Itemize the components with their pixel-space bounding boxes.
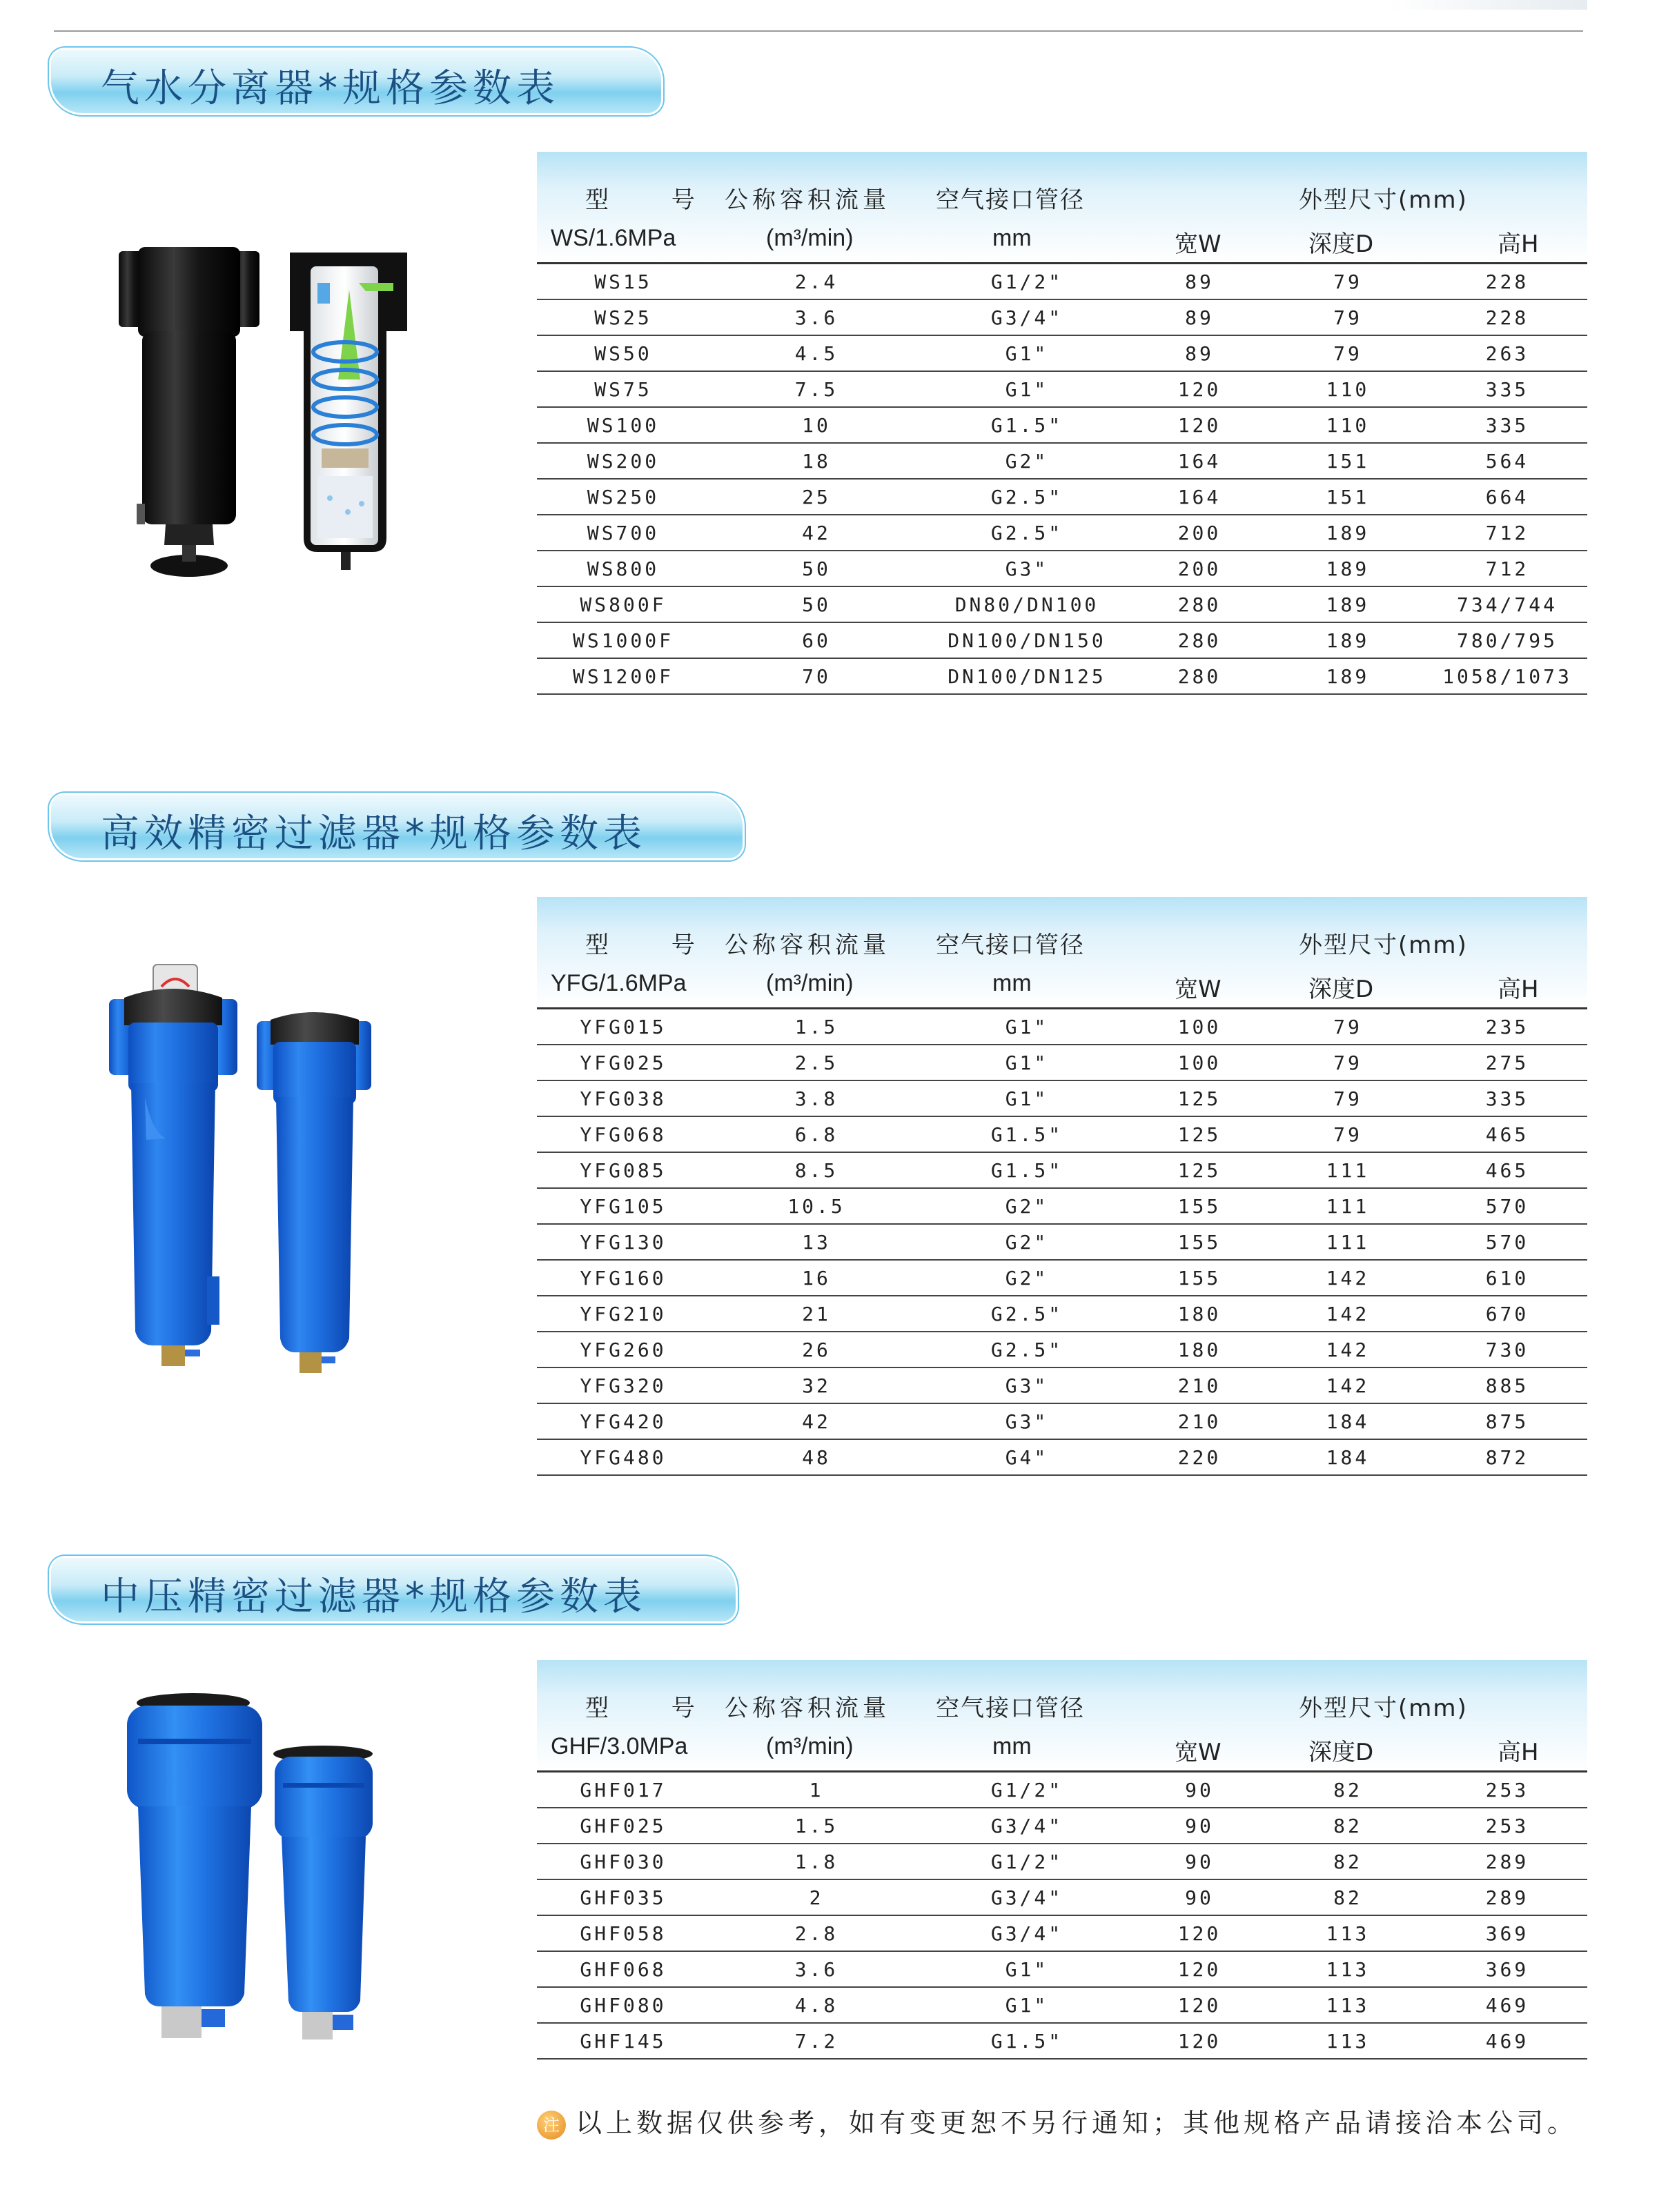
cell-pipe: G1" — [1005, 1051, 1049, 1074]
header-pipe: 空气接口管径 — [936, 186, 1085, 214]
section-title-2 — [51, 795, 743, 858]
top-rule — [54, 30, 1583, 32]
cell-width: 280 — [1177, 629, 1221, 652]
cell-pipe: G4" — [1005, 1446, 1049, 1469]
table-row — [537, 1916, 1587, 1952]
table-row — [537, 408, 1587, 444]
cell-pipe: G1" — [1005, 1994, 1049, 2017]
table-body — [537, 264, 1587, 695]
cell-height: 670 — [1485, 1303, 1529, 1325]
table-row — [537, 480, 1587, 515]
cell-model: GHF080 — [580, 1994, 667, 2017]
cell-width: 280 — [1177, 593, 1221, 616]
table-row — [537, 1189, 1587, 1225]
header-depth: 深度D — [1308, 1739, 1374, 1766]
cell-model: YFG420 — [580, 1410, 667, 1433]
table-row — [537, 444, 1587, 480]
spec-table-yfg — [537, 897, 1587, 1476]
cell-pipe: G1.5" — [990, 2030, 1063, 2053]
top-decor — [1387, 0, 1587, 10]
cell-model: GHF145 — [580, 2030, 667, 2053]
cell-width: 120 — [1177, 414, 1221, 437]
cell-depth: 184 — [1326, 1410, 1370, 1433]
cell-width: 125 — [1177, 1159, 1221, 1182]
cell-model: YFG130 — [580, 1231, 667, 1254]
section-title-text: 中压精密过滤器*规格参数表 — [101, 1574, 647, 1619]
footnote — [537, 2102, 1578, 2140]
cell-flow: 4.5 — [794, 342, 838, 365]
cell-depth: 113 — [1326, 1922, 1370, 1945]
cell-flow: 3.8 — [794, 1087, 838, 1110]
cell-depth: 82 — [1333, 1779, 1362, 1801]
cell-width: 180 — [1177, 1339, 1221, 1361]
cell-model: WS15 — [594, 270, 652, 293]
cell-flow: 10 — [802, 414, 831, 437]
cell-height: 712 — [1485, 557, 1529, 580]
cell-model: YFG038 — [580, 1087, 667, 1110]
cell-pipe: G1" — [1005, 1016, 1049, 1038]
cell-pipe: G2.5" — [990, 522, 1063, 544]
cell-pipe: G2" — [1005, 450, 1049, 473]
cell-model: WS800 — [587, 557, 660, 580]
cell-pipe: G1" — [1005, 1958, 1049, 1981]
header-model-series: YFG/1.6MPa — [551, 970, 687, 996]
cell-flow: 7.2 — [794, 2030, 838, 2053]
cell-model: WS25 — [594, 306, 652, 329]
cell-width: 200 — [1177, 522, 1221, 544]
cell-pipe: G1/2" — [990, 1779, 1063, 1801]
cell-model: WS1000F — [572, 629, 674, 652]
cell-flow: 50 — [802, 557, 831, 580]
cell-model: WS75 — [594, 378, 652, 401]
table-row — [537, 1153, 1587, 1189]
cell-pipe: G1.5" — [990, 1123, 1063, 1146]
header-flow-unit: (m³/min) — [766, 225, 854, 251]
cell-depth: 113 — [1326, 2030, 1370, 2053]
cell-height: 369 — [1485, 1922, 1529, 1945]
table-body — [537, 1772, 1587, 2060]
cell-width: 155 — [1177, 1195, 1221, 1218]
table-row — [537, 551, 1587, 587]
cell-height: 228 — [1485, 306, 1529, 329]
cell-height: 289 — [1485, 1850, 1529, 1873]
cell-depth: 82 — [1333, 1886, 1362, 1909]
header-width: 宽W — [1175, 230, 1221, 258]
header-model-series: GHF/3.0MPa — [551, 1733, 688, 1759]
cell-pipe: G3/4" — [990, 1922, 1063, 1945]
header-width: 宽W — [1175, 976, 1221, 1003]
cell-pipe: G2.5" — [990, 1303, 1063, 1325]
cell-height: 872 — [1485, 1446, 1529, 1469]
cell-pipe: G1/2" — [990, 270, 1063, 293]
table-row — [537, 1117, 1587, 1153]
cell-flow: 1.8 — [794, 1850, 838, 1873]
cell-width: 90 — [1185, 1886, 1214, 1909]
cell-depth: 142 — [1326, 1303, 1370, 1325]
cell-depth: 142 — [1326, 1339, 1370, 1361]
table-row — [537, 336, 1587, 372]
cell-height: 465 — [1485, 1159, 1529, 1182]
cell-depth: 189 — [1326, 593, 1370, 616]
cell-model: YFG210 — [580, 1303, 667, 1325]
cell-height: 1058/1073 — [1442, 665, 1572, 688]
cell-height: 780/795 — [1456, 629, 1558, 652]
table-row — [537, 1952, 1587, 1988]
cell-flow: 8.5 — [794, 1159, 838, 1182]
cell-depth: 151 — [1326, 450, 1370, 473]
cell-depth: 113 — [1326, 1994, 1370, 2017]
cell-flow: 3.6 — [794, 306, 838, 329]
section-title-text: 高效精密过滤器*规格参数表 — [101, 811, 647, 856]
header-model: 型 号 — [585, 1695, 723, 1722]
table-row — [537, 1880, 1587, 1916]
cell-height: 610 — [1485, 1267, 1529, 1290]
table-row — [537, 300, 1587, 336]
cell-pipe: G2" — [1005, 1195, 1049, 1218]
cell-depth: 189 — [1326, 522, 1370, 544]
cell-width: 220 — [1177, 1446, 1221, 1469]
header-width: 宽W — [1175, 1739, 1221, 1766]
high-efficiency-filter-illustration — [104, 959, 393, 1394]
cell-flow: 16 — [802, 1267, 831, 1290]
table-row — [537, 515, 1587, 551]
cell-depth: 79 — [1333, 342, 1362, 365]
cell-height: 253 — [1485, 1815, 1529, 1837]
header-pipe-unit: mm — [992, 1733, 1032, 1759]
cell-height: 734/744 — [1456, 593, 1558, 616]
table-header — [537, 897, 1587, 1009]
cell-model: YFG025 — [580, 1051, 667, 1074]
medium-pressure-filter-illustration — [117, 1690, 386, 2056]
table-row — [537, 1009, 1587, 1045]
table-row — [537, 1261, 1587, 1296]
cell-depth: 151 — [1326, 486, 1370, 508]
cell-depth: 111 — [1326, 1159, 1370, 1182]
footnote-text: 以上数据仅供参考，如有变更恕不另行通知；其他规格产品请接洽本公司。 — [576, 2108, 1578, 2138]
header-flow: 公称容积流量 — [725, 1695, 890, 1722]
cell-height: 335 — [1485, 1087, 1529, 1110]
cell-width: 180 — [1177, 1303, 1221, 1325]
cell-width: 210 — [1177, 1410, 1221, 1433]
cell-depth: 189 — [1326, 557, 1370, 580]
header-dimensions: 外型尺寸(mm) — [1299, 931, 1468, 959]
cell-flow: 42 — [802, 522, 831, 544]
cell-pipe: G1/2" — [990, 1850, 1063, 1873]
cell-pipe: G3/4" — [990, 306, 1063, 329]
cell-width: 164 — [1177, 486, 1221, 508]
header-height: 高H — [1498, 230, 1539, 258]
cell-flow: 2.5 — [794, 1051, 838, 1074]
cell-flow: 48 — [802, 1446, 831, 1469]
header-depth: 深度D — [1308, 230, 1374, 258]
cell-width: 100 — [1177, 1051, 1221, 1074]
cell-model: WS700 — [587, 522, 660, 544]
header-pipe: 空气接口管径 — [936, 931, 1085, 959]
header-dimensions: 外型尺寸(mm) — [1299, 1695, 1468, 1722]
cell-width: 155 — [1177, 1267, 1221, 1290]
cell-depth: 142 — [1326, 1267, 1370, 1290]
cell-width: 280 — [1177, 665, 1221, 688]
cell-height: 369 — [1485, 1958, 1529, 1981]
cell-model: WS250 — [587, 486, 660, 508]
cell-depth: 82 — [1333, 1815, 1362, 1837]
cell-model: YFG480 — [580, 1446, 667, 1469]
section-title-3 — [51, 1558, 736, 1621]
header-model-series: WS/1.6MPa — [551, 225, 676, 251]
cell-model: YFG085 — [580, 1159, 667, 1182]
cell-width: 120 — [1177, 378, 1221, 401]
table-row — [537, 659, 1587, 695]
table-row — [537, 1440, 1587, 1476]
cell-height: 469 — [1485, 1994, 1529, 2017]
cell-height: 335 — [1485, 378, 1529, 401]
cell-model: YFG068 — [580, 1123, 667, 1146]
cell-depth: 113 — [1326, 1958, 1370, 1981]
section-title-1 — [51, 50, 661, 113]
cell-flow: 70 — [802, 665, 831, 688]
cell-pipe: G1.5" — [990, 1159, 1063, 1182]
cell-height: 570 — [1485, 1231, 1529, 1254]
cell-model: YFG320 — [580, 1374, 667, 1397]
cell-pipe: DN100/DN150 — [948, 629, 1106, 652]
cell-depth: 79 — [1333, 270, 1362, 293]
cell-model: WS1200F — [572, 665, 674, 688]
cell-height: 235 — [1485, 1016, 1529, 1038]
cell-width: 89 — [1185, 342, 1214, 365]
cell-depth: 110 — [1326, 378, 1370, 401]
cell-model: WS200 — [587, 450, 660, 473]
cell-pipe: G2" — [1005, 1231, 1049, 1254]
cell-flow: 21 — [802, 1303, 831, 1325]
cell-depth: 189 — [1326, 629, 1370, 652]
cell-model: GHF025 — [580, 1815, 667, 1837]
cell-pipe: DN100/DN125 — [948, 665, 1106, 688]
cell-height: 465 — [1485, 1123, 1529, 1146]
cell-pipe: G2.5" — [990, 486, 1063, 508]
cell-width: 200 — [1177, 557, 1221, 580]
cell-width: 90 — [1185, 1815, 1214, 1837]
cell-depth: 79 — [1333, 306, 1362, 329]
cell-model: WS50 — [594, 342, 652, 365]
cell-height: 228 — [1485, 270, 1529, 293]
header-flow: 公称容积流量 — [725, 931, 890, 959]
cell-flow: 2 — [809, 1886, 824, 1909]
cell-depth: 111 — [1326, 1195, 1370, 1218]
header-height: 高H — [1498, 976, 1539, 1003]
water-separator-illustration — [110, 241, 428, 586]
cell-width: 100 — [1177, 1016, 1221, 1038]
cell-width: 89 — [1185, 270, 1214, 293]
cell-height: 469 — [1485, 2030, 1529, 2053]
cell-depth: 79 — [1333, 1051, 1362, 1074]
cell-flow: 13 — [802, 1231, 831, 1254]
cell-pipe: DN80/DN100 — [954, 593, 1099, 616]
table-row — [537, 1808, 1587, 1844]
section-title-text: 气水分离器*规格参数表 — [101, 66, 560, 111]
table-row — [537, 623, 1587, 659]
table-body — [537, 1009, 1587, 1476]
cell-width: 120 — [1177, 1994, 1221, 2017]
table-row — [537, 372, 1587, 408]
table-row — [537, 587, 1587, 623]
cell-pipe: G3" — [1005, 557, 1049, 580]
cell-model: YFG160 — [580, 1267, 667, 1290]
cell-model: YFG015 — [580, 1016, 667, 1038]
cell-model: YFG105 — [580, 1195, 667, 1218]
header-model: 型 号 — [585, 931, 723, 959]
table-row — [537, 1081, 1587, 1117]
cell-height: 275 — [1485, 1051, 1529, 1074]
cell-width: 164 — [1177, 450, 1221, 473]
cell-width: 90 — [1185, 1850, 1214, 1873]
cell-depth: 79 — [1333, 1123, 1362, 1146]
cell-pipe: G1" — [1005, 342, 1049, 365]
cell-flow: 6.8 — [794, 1123, 838, 1146]
cell-model: WS100 — [587, 414, 660, 437]
cell-width: 89 — [1185, 306, 1214, 329]
header-pipe-unit: mm — [992, 225, 1032, 251]
spec-table-ws — [537, 152, 1587, 695]
cell-model: GHF058 — [580, 1922, 667, 1945]
cell-flow: 60 — [802, 629, 831, 652]
cell-pipe: G3/4" — [990, 1815, 1063, 1837]
cell-flow: 1 — [809, 1779, 824, 1801]
cell-pipe: G1" — [1005, 378, 1049, 401]
cell-flow: 18 — [802, 450, 831, 473]
cell-height: 730 — [1485, 1339, 1529, 1361]
cell-depth: 79 — [1333, 1087, 1362, 1110]
table-row — [537, 1404, 1587, 1440]
cell-model: YFG260 — [580, 1339, 667, 1361]
cell-height: 335 — [1485, 414, 1529, 437]
table-row — [537, 1844, 1587, 1880]
cell-flow: 3.6 — [794, 1958, 838, 1981]
cell-height: 664 — [1485, 486, 1529, 508]
cell-depth: 184 — [1326, 1446, 1370, 1469]
header-pipe-unit: mm — [992, 970, 1032, 996]
cell-pipe: G1" — [1005, 1087, 1049, 1110]
cell-flow: 2.8 — [794, 1922, 838, 1945]
cell-width: 90 — [1185, 1779, 1214, 1801]
cell-width: 125 — [1177, 1123, 1221, 1146]
cell-pipe: G2.5" — [990, 1339, 1063, 1361]
cell-flow: 26 — [802, 1339, 831, 1361]
cell-model: GHF035 — [580, 1886, 667, 1909]
table-row — [537, 1045, 1587, 1081]
cell-height: 564 — [1485, 450, 1529, 473]
cell-depth: 189 — [1326, 665, 1370, 688]
cell-flow: 1.5 — [794, 1815, 838, 1837]
cell-flow: 32 — [802, 1374, 831, 1397]
cell-height: 712 — [1485, 522, 1529, 544]
header-depth: 深度D — [1308, 976, 1374, 1003]
table-row — [537, 264, 1587, 300]
spec-table-ghf — [537, 1660, 1587, 2060]
cell-depth: 79 — [1333, 1016, 1362, 1038]
table-header — [537, 1660, 1587, 1772]
header-flow-unit: (m³/min) — [766, 970, 854, 996]
cell-flow: 25 — [802, 486, 831, 508]
cell-pipe: G3" — [1005, 1410, 1049, 1433]
cell-flow: 50 — [802, 593, 831, 616]
cell-pipe: G3/4" — [990, 1886, 1063, 1909]
cell-pipe: G3" — [1005, 1374, 1049, 1397]
table-row — [537, 1296, 1587, 1332]
header-pipe: 空气接口管径 — [936, 1695, 1085, 1722]
table-row — [537, 2024, 1587, 2060]
cell-height: 253 — [1485, 1779, 1529, 1801]
cell-depth: 110 — [1326, 414, 1370, 437]
table-row — [537, 1332, 1587, 1368]
cell-model: GHF017 — [580, 1779, 667, 1801]
cell-width: 125 — [1177, 1087, 1221, 1110]
cell-height: 289 — [1485, 1886, 1529, 1909]
cell-height: 263 — [1485, 342, 1529, 365]
cell-depth: 82 — [1333, 1850, 1362, 1873]
header-flow: 公称容积流量 — [725, 186, 890, 214]
cell-depth: 142 — [1326, 1374, 1370, 1397]
cell-pipe: G2" — [1005, 1267, 1049, 1290]
cell-pipe: G1.5" — [990, 414, 1063, 437]
cell-depth: 111 — [1326, 1231, 1370, 1254]
cell-model: GHF030 — [580, 1850, 667, 1873]
table-row — [537, 1225, 1587, 1261]
header-dimensions: 外型尺寸(mm) — [1299, 186, 1468, 214]
cell-height: 570 — [1485, 1195, 1529, 1218]
header-flow-unit: (m³/min) — [766, 1733, 854, 1759]
table-header — [537, 152, 1587, 264]
cell-model: WS800F — [580, 593, 667, 616]
cell-width: 210 — [1177, 1374, 1221, 1397]
cell-model: GHF068 — [580, 1958, 667, 1981]
cell-width: 120 — [1177, 1958, 1221, 1981]
table-row — [537, 1988, 1587, 2024]
cell-flow: 10.5 — [787, 1195, 845, 1218]
table-row — [537, 1772, 1587, 1808]
cell-flow: 42 — [802, 1410, 831, 1433]
table-row — [537, 1368, 1587, 1404]
cell-flow: 2.4 — [794, 270, 838, 293]
cell-height: 875 — [1485, 1410, 1529, 1433]
cell-width: 120 — [1177, 2030, 1221, 2053]
note-icon: 注 — [537, 2111, 566, 2140]
header-height: 高H — [1498, 1739, 1539, 1766]
cell-width: 120 — [1177, 1922, 1221, 1945]
cell-height: 885 — [1485, 1374, 1529, 1397]
cell-flow: 7.5 — [794, 378, 838, 401]
cell-flow: 4.8 — [794, 1994, 838, 2017]
header-model: 型 号 — [585, 186, 723, 214]
cell-width: 155 — [1177, 1231, 1221, 1254]
cell-flow: 1.5 — [794, 1016, 838, 1038]
